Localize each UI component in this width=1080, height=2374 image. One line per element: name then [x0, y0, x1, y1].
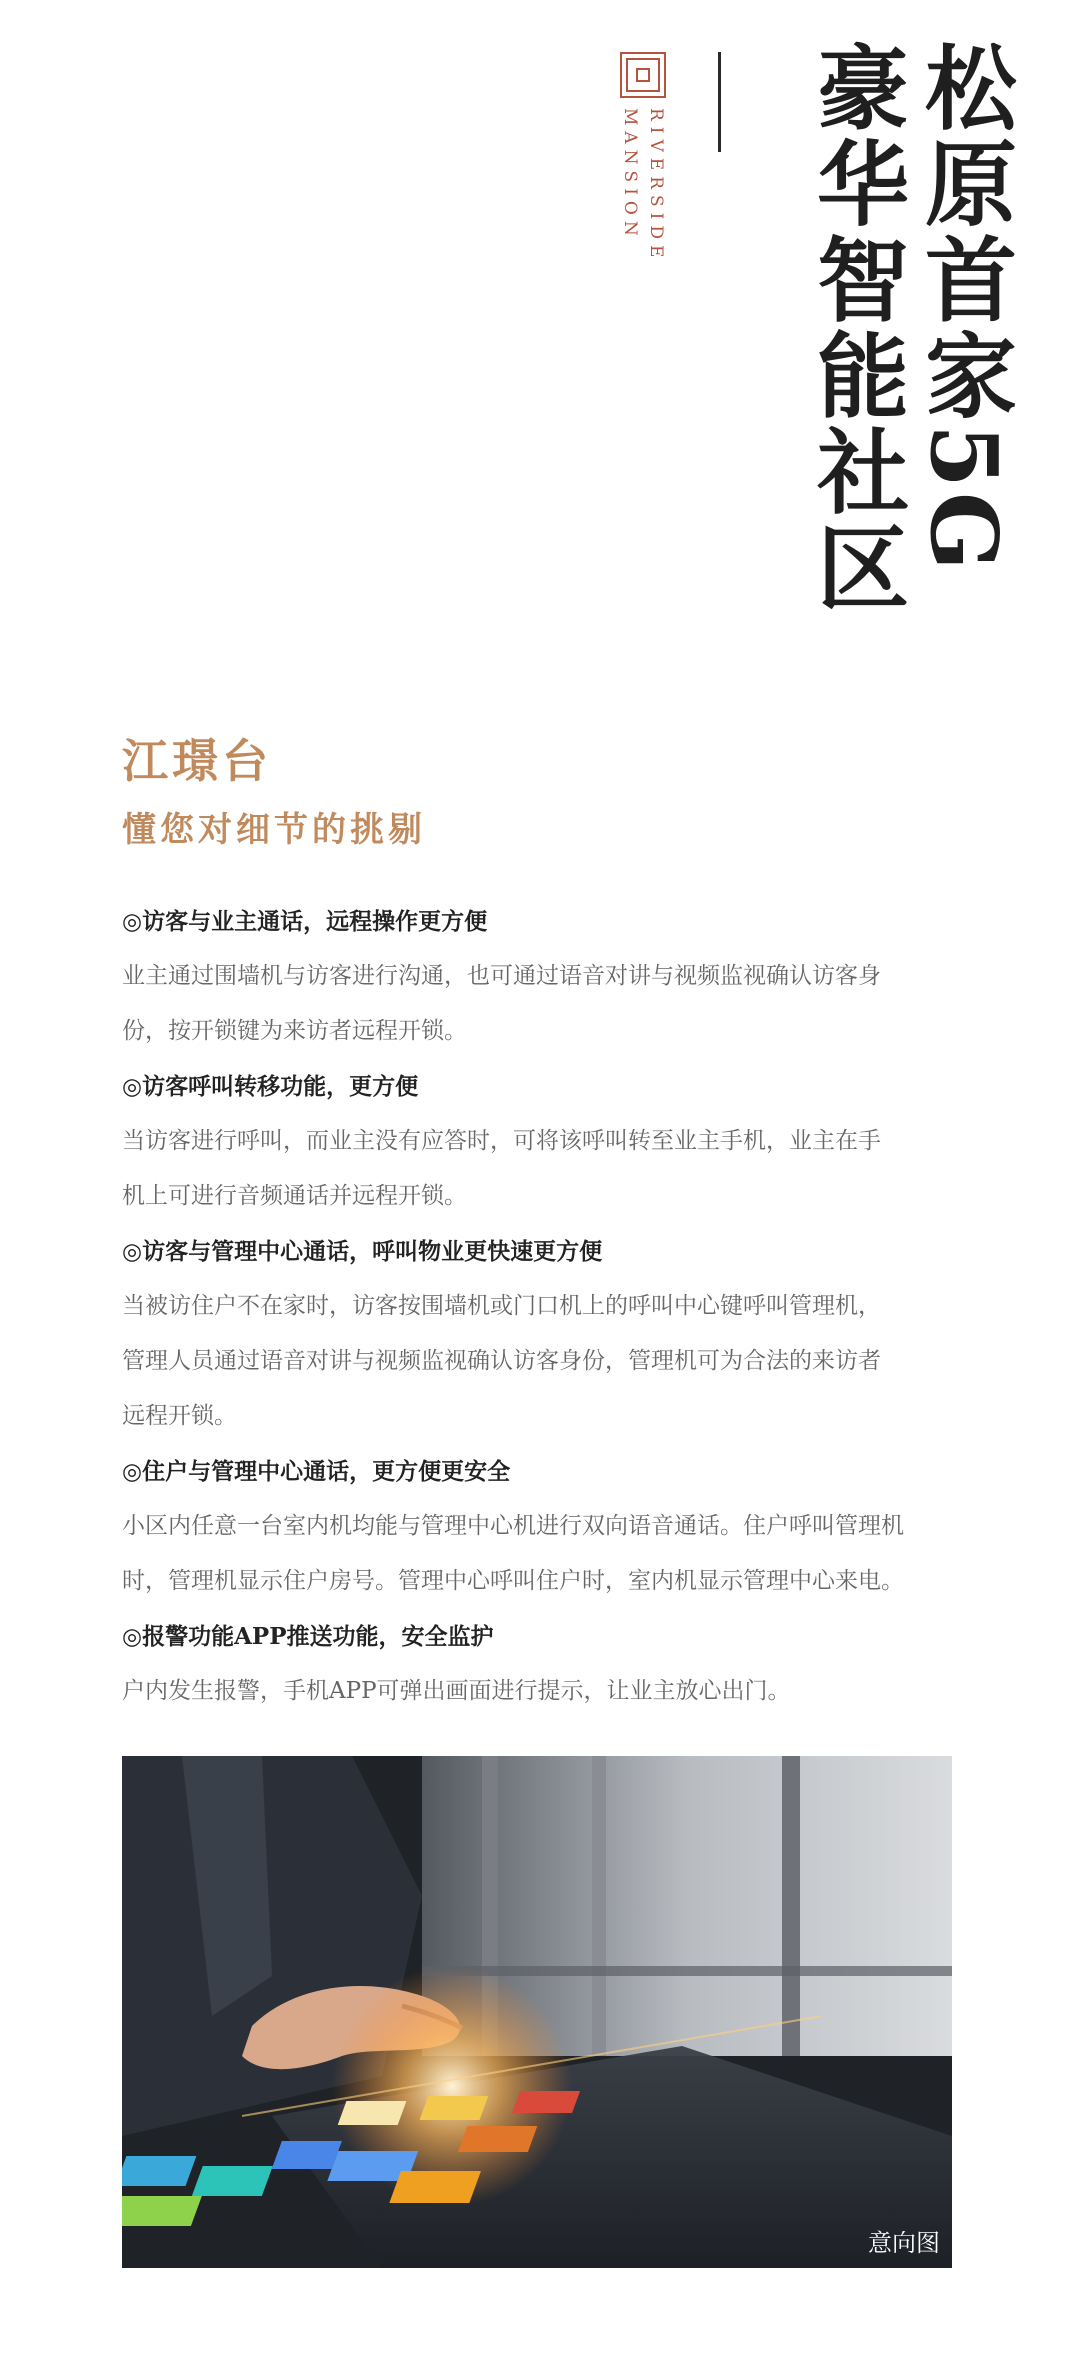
brand-line-2: MANSION — [620, 108, 640, 242]
seal-logo-icon — [620, 52, 666, 98]
feature-text-line: 份，按开锁键为来访者远程开锁。 — [122, 1018, 467, 1044]
feature-text-line: 业主通过围墙机与访客进行沟通，也可通过语音对讲与视频监视确认访客身 — [122, 963, 881, 989]
feature-text-line: 户内发生报警，手机APP可弹出画面进行提示，让业主放心出门。 — [122, 1678, 791, 1704]
photo-caption: 意向图 — [868, 2229, 940, 2257]
smart-tablet-photo — [122, 1756, 952, 2268]
headline-line-1: 松原首家5G — [910, 40, 1018, 575]
feature-heading: ◎住户与管理中心通话，更方便更安全 — [122, 1458, 511, 1485]
feature-heading: ◎访客与业主通话，远程操作更方便 — [122, 908, 488, 935]
feature-text-line: 时，管理机显示住户房号。管理中心呼叫住户时，室内机显示管理中心来电。 — [122, 1568, 904, 1594]
article-content — [122, 728, 952, 1719]
feature-heading: ◎访客呼叫转移功能，更方便 — [122, 1073, 419, 1100]
brand-name — [620, 108, 666, 263]
feature-text-line: 当被访住户不在家时，访客按围墙机或门口机上的呼叫中心键呼叫管理机， — [122, 1293, 881, 1319]
section-subtitle: 懂您对细节的挑剔 — [122, 810, 426, 850]
headline — [802, 40, 1018, 616]
feature-text-line: 管理人员通过语音对讲与视频监视确认访客身份，管理机可为合法的来访者 — [122, 1348, 881, 1374]
feature-text-line: 当访客进行呼叫，而业主没有应答时，可将该呼叫转至业主手机，业主在手 — [122, 1128, 881, 1154]
feature-text-line: 机上可进行音频通话并远程开锁。 — [122, 1183, 467, 1209]
feature-text-line: 小区内任意一台室内机均能与管理中心机进行双向语音通话。住户呼叫管理机 — [122, 1513, 904, 1539]
vertical-divider — [718, 52, 721, 152]
brand-block — [620, 52, 666, 263]
brand-line-1: RIVERSIDE — [646, 108, 666, 264]
feature-text-line: 远程开锁。 — [122, 1403, 237, 1429]
feature-heading: ◎报警功能APP推送功能，安全监护 — [122, 1623, 494, 1650]
photo-illustration — [122, 1756, 952, 2268]
section-title: 江璟台 — [122, 734, 272, 788]
headline-line-2: 豪华智能社区 — [802, 40, 911, 616]
feature-heading: ◎访客与管理中心通话，呼叫物业更快速更方便 — [122, 1238, 603, 1265]
